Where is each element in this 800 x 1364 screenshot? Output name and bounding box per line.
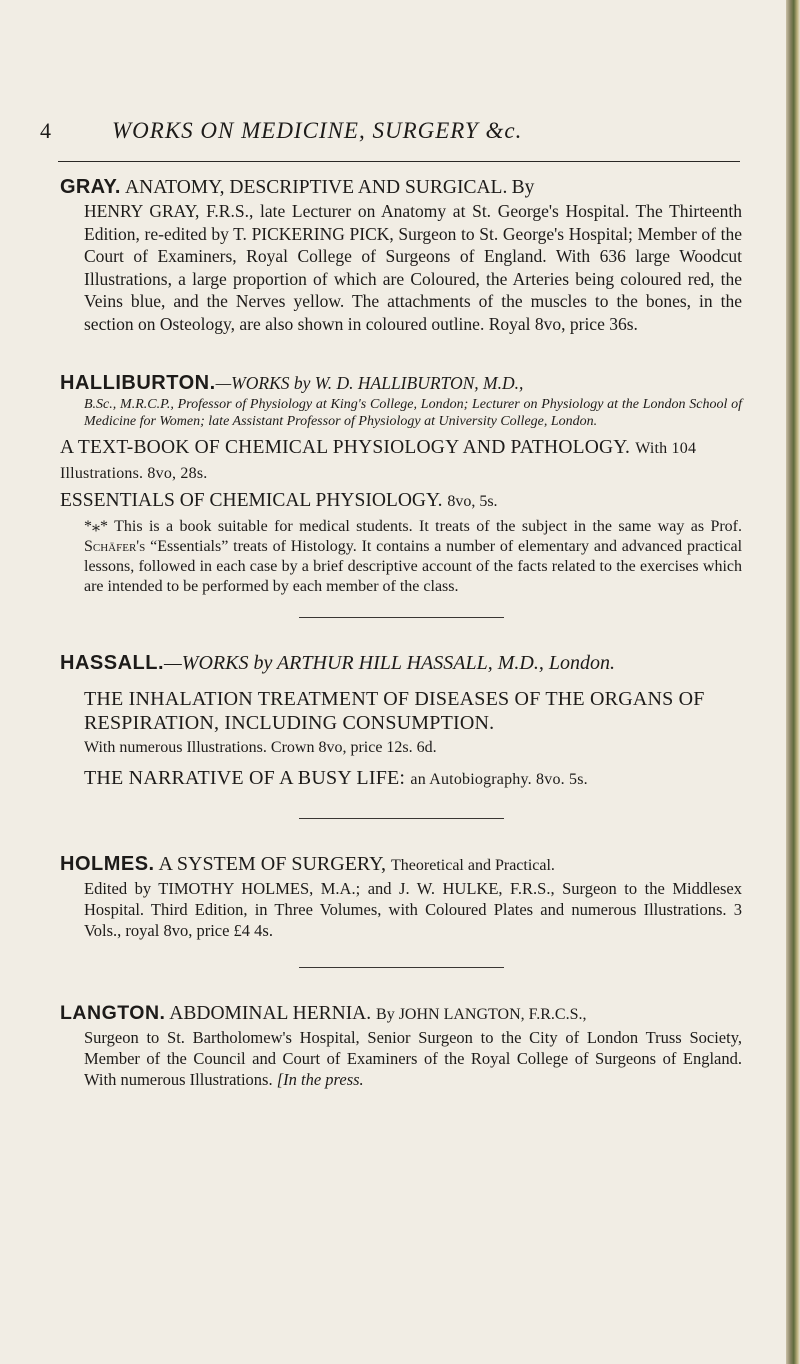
status-langton: [In the press. [276,1070,364,1089]
book-details: With numerous Illustrations. Crown 8vo, price 12s. 6d. [84,739,437,756]
page-edge [786,0,800,1364]
note-name: Schäfer's [84,538,146,555]
note-asterism: *⁎* [84,518,108,535]
book-inhalation-treatment: THE INHALATION TREATMENT OF DISEASES OF THE ORGANS OF RESPIRATION, INCLUDING CONSUMPTION. [84,688,705,734]
page-number: 4 [40,118,51,143]
author-holmes: HOLMES. [60,853,155,875]
header-rule [58,161,740,162]
entry-gray [60,176,742,335]
description-holmes: Edited by TIMOTHY HOLMES, M.A.; and J. W. HULKE, F.R.S., Surgeon to the Middlesex Hospital. Third Edition, in Three Volumes, with Coloured Plates and numerous Illustrations. 3 Vols., royal 8vo, price £4 4s. [84,879,742,940]
running-title: WORKS ON MEDICINE, SURGERY &c. [112,118,523,143]
entry-langton-heading [60,1001,742,1027]
description-text: Surgeon to St. Bartholomew's Hospital, Senior Surgeon to the City of London Truss Society, Member of the Council and Court of Examiners of the Royal College of Surgeons of England. With numerous Illustrations. [84,1028,742,1089]
note-halliburton [60,517,742,597]
title-holmes: A SYSTEM OF SURGERY, [158,853,387,875]
title-gray: ANATOMY, DESCRIPTIVE AND SURGICAL. [125,177,508,198]
note-text-a: This is a book suitable for medical students. It treats of the subject in the same way as Prof. [114,518,742,535]
title-langton: ABDOMINAL HERNIA. [169,1003,372,1024]
author-gray: GRAY. [60,176,121,198]
author-hassall: HASSALL. [60,652,164,674]
book-narrative-busy-life [60,766,742,792]
credentials-halliburton: B.Sc., M.R.C.P., Professor of Physiology at King's College, London; Lecturer on Physiology at the London School of Medicine for Women; late Assistant Professor of Physiology at University College, London. [84,397,742,429]
book-text-book-chemical-physiology [60,436,742,486]
separator-rule [299,617,504,618]
book-details: With 104 Illustrations. 8vo, 28s. [60,440,697,482]
catalogue-content [60,176,742,1090]
note-text-b: “Essentials” treats of Histology. It contains a number of elementary and advanced practical lessons, followed in each case by a brief descriptive account of the facts related to the exercises which are intended to be performed by each member of the class. [84,538,743,595]
entry-holmes-heading [60,852,742,878]
description-langton [60,1027,742,1090]
book-title: A TEXT-BOOK OF CHEMICAL PHYSIOLOGY AND PATHOLOGY. [60,437,631,458]
description-gray: HENRY GRAY, F.R.S., late Lecturer on Anatomy at St. George's Hospital. The Thirteenth Edition, re-edited by T. PICKERING PICK, Surgeon to St. George's Hospital; Member of the Court of Examiners, Royal College of Surgeons of England. With 636 large Woodcut Illustrations, a large proportion of which are Coloured, the Arteries being coloured red, the Veins blue, and the Nerves yellow. The attachments of the muscles to the bones, in the section on Osteology, are also shown in coloured outline. Royal 8vo, price 36s. [84,201,742,334]
page-header [40,118,760,150]
entry-hassall-heading [60,651,742,675]
heading-halliburton: —WORKS by W. D. HALLIBURTON, M.D., [215,373,524,393]
byline-langton: By JOHN LANGTON, F.R.C.S., [376,1006,587,1023]
by-gray: By [511,177,535,198]
book-title: ESSENTIALS OF CHEMICAL PHYSIOLOGY. [60,490,443,511]
book-title: THE NARRATIVE OF A BUSY LIFE: [84,767,406,789]
book-essentials-chemical-physiology [60,489,742,514]
author-langton: LANGTON. [60,1002,166,1024]
author-halliburton: HALLIBURTON. [60,372,216,394]
heading-hassall: —WORKS by ARTHUR HILL HASSALL, M.D., London. [164,652,615,674]
separator-rule [299,818,504,819]
separator-rule [299,967,504,968]
entry-halliburton-heading [60,371,742,396]
book-details: 8vo, 5s. [447,493,498,510]
subtitle-holmes: Theoretical and Practical. [391,857,555,874]
book-details: an Autobiography. 8vo. 5s. [410,771,588,788]
